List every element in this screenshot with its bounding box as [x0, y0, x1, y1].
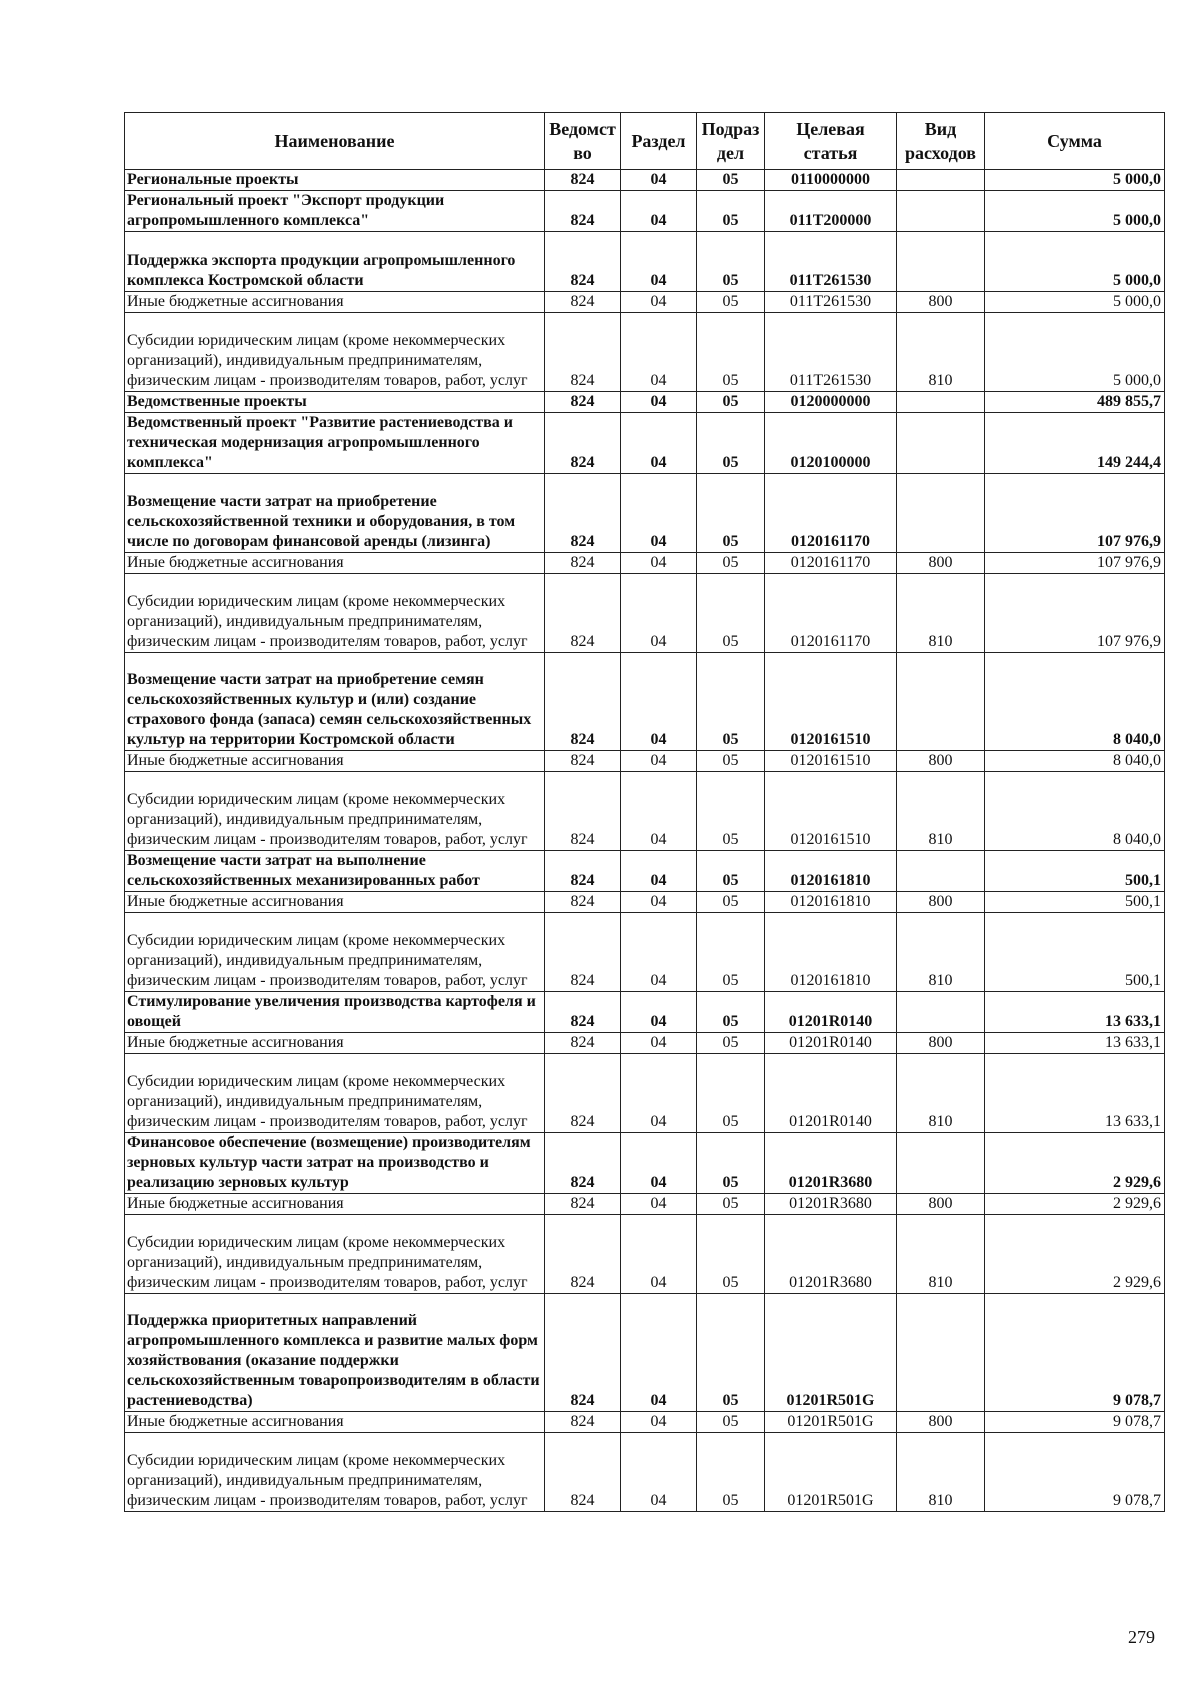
- table-row: [125, 892, 1165, 913]
- cell-target: 01201R0140: [765, 1054, 897, 1133]
- table-row: [125, 552, 1165, 573]
- table-row: [125, 913, 1165, 992]
- cell-name: Возмещение части затрат на приобретение семян сельскохозяйственных культур и (или) создание страхового фонда (запаса) семян сельскохозяйственных культур на территории Костромской области: [125, 652, 545, 751]
- cell-expense: [897, 1133, 985, 1194]
- cell-target: 01201R501G: [765, 1294, 897, 1412]
- cell-expense: 810: [897, 573, 985, 652]
- cell-target: 0120161810: [765, 892, 897, 913]
- header-target: Целевая статья: [765, 113, 897, 170]
- cell-expense: 800: [897, 751, 985, 772]
- cell-section: 04: [621, 772, 697, 851]
- cell-subsection: 05: [697, 772, 765, 851]
- cell-name: Региональные проекты: [125, 170, 545, 191]
- table-row: [125, 191, 1165, 232]
- cell-section: 04: [621, 1133, 697, 1194]
- cell-name: Ведомственные проекты: [125, 391, 545, 412]
- cell-dept: 824: [545, 1033, 621, 1054]
- cell-expense: 800: [897, 1033, 985, 1054]
- cell-subsection: 05: [697, 552, 765, 573]
- cell-expense: [897, 232, 985, 292]
- cell-name: Иные бюджетные ассигнования: [125, 751, 545, 772]
- table-row: [125, 391, 1165, 412]
- cell-dept: 824: [545, 1215, 621, 1294]
- cell-section: 04: [621, 291, 697, 312]
- cell-subsection: 05: [697, 191, 765, 232]
- cell-dept: 824: [545, 191, 621, 232]
- cell-sum: 500,1: [985, 913, 1165, 992]
- cell-subsection: 05: [697, 1412, 765, 1433]
- cell-dept: 824: [545, 312, 621, 391]
- cell-dept: 824: [545, 412, 621, 473]
- cell-section: 04: [621, 751, 697, 772]
- cell-subsection: 05: [697, 573, 765, 652]
- header-sum: Сумма: [985, 113, 1165, 170]
- cell-subsection: 05: [697, 312, 765, 391]
- cell-section: 04: [621, 652, 697, 751]
- cell-subsection: 05: [697, 1033, 765, 1054]
- cell-name: Субсидии юридическим лицам (кроме некоммерческих организаций), индивидуальным предпринимателям, физическим лицам - производителям товаров, работ, услуг: [125, 1054, 545, 1133]
- table-row: [125, 1133, 1165, 1194]
- table-row: [125, 1433, 1165, 1512]
- cell-sum: 8 040,0: [985, 751, 1165, 772]
- cell-name: Возмещение части затрат на приобретение сельскохозяйственной техники и оборудования, в том числе по договорам финансовой аренды (лизинга): [125, 473, 545, 552]
- cell-section: 04: [621, 412, 697, 473]
- budget-table: [124, 112, 1165, 1512]
- cell-expense: 810: [897, 1433, 985, 1512]
- cell-sum: 13 633,1: [985, 1054, 1165, 1133]
- cell-name: Субсидии юридическим лицам (кроме некоммерческих организаций), индивидуальным предпринимателям, физическим лицам - производителям товаров, работ, услуг: [125, 1215, 545, 1294]
- cell-name: Ведомственный проект "Развитие растениеводства и техническая модернизация агропромышленного комплекса": [125, 412, 545, 473]
- cell-name: Иные бюджетные ассигнования: [125, 552, 545, 573]
- cell-subsection: 05: [697, 291, 765, 312]
- cell-expense: [897, 170, 985, 191]
- cell-target: 01201R501G: [765, 1412, 897, 1433]
- cell-expense: 800: [897, 892, 985, 913]
- cell-sum: 9 078,7: [985, 1412, 1165, 1433]
- cell-target: 01201R0140: [765, 992, 897, 1033]
- cell-expense: 810: [897, 1215, 985, 1294]
- cell-dept: 824: [545, 1194, 621, 1215]
- cell-expense: [897, 391, 985, 412]
- cell-target: 011T261530: [765, 291, 897, 312]
- cell-sum: 5 000,0: [985, 170, 1165, 191]
- cell-sum: 5 000,0: [985, 291, 1165, 312]
- cell-target: 0120000000: [765, 391, 897, 412]
- cell-expense: 800: [897, 552, 985, 573]
- cell-subsection: 05: [697, 170, 765, 191]
- cell-sum: 13 633,1: [985, 1033, 1165, 1054]
- cell-sum: 489 855,7: [985, 391, 1165, 412]
- cell-sum: 5 000,0: [985, 232, 1165, 292]
- cell-dept: 824: [545, 751, 621, 772]
- cell-target: 0120161170: [765, 573, 897, 652]
- cell-sum: 9 078,7: [985, 1433, 1165, 1512]
- cell-section: 04: [621, 1194, 697, 1215]
- cell-subsection: 05: [697, 1215, 765, 1294]
- cell-section: 04: [621, 1054, 697, 1133]
- cell-name: Субсидии юридическим лицам (кроме некоммерческих организаций), индивидуальным предпринимателям, физическим лицам - производителям товаров, работ, услуг: [125, 772, 545, 851]
- table-row: [125, 1033, 1165, 1054]
- cell-expense: 810: [897, 1054, 985, 1133]
- table-row: [125, 751, 1165, 772]
- cell-sum: 9 078,7: [985, 1294, 1165, 1412]
- cell-dept: 824: [545, 1433, 621, 1512]
- cell-section: 04: [621, 1215, 697, 1294]
- cell-name: Субсидии юридическим лицам (кроме некоммерческих организаций), индивидуальным предпринимателям, физическим лицам - производителям товаров, работ, услуг: [125, 913, 545, 992]
- cell-sum: 500,1: [985, 892, 1165, 913]
- cell-name: Иные бюджетные ассигнования: [125, 1194, 545, 1215]
- cell-target: 011T261530: [765, 312, 897, 391]
- cell-subsection: 05: [697, 851, 765, 892]
- cell-section: 04: [621, 191, 697, 232]
- cell-name: Иные бюджетные ассигнования: [125, 291, 545, 312]
- cell-target: 01201R3680: [765, 1133, 897, 1194]
- cell-expense: 810: [897, 312, 985, 391]
- cell-name: Поддержка экспорта продукции агропромышленного комплекса Костромской области: [125, 232, 545, 292]
- table-row: [125, 1412, 1165, 1433]
- table-row: [125, 473, 1165, 552]
- table-row: [125, 1194, 1165, 1215]
- cell-expense: 800: [897, 291, 985, 312]
- cell-dept: 824: [545, 992, 621, 1033]
- cell-dept: 824: [545, 391, 621, 412]
- cell-name: Региональный проект "Экспорт продукции агропромышленного комплекса": [125, 191, 545, 232]
- cell-expense: 800: [897, 1194, 985, 1215]
- table-row: [125, 992, 1165, 1033]
- cell-subsection: 05: [697, 412, 765, 473]
- cell-section: 04: [621, 232, 697, 292]
- cell-sum: 107 976,9: [985, 573, 1165, 652]
- cell-sum: 13 633,1: [985, 992, 1165, 1033]
- cell-sum: 149 244,4: [985, 412, 1165, 473]
- cell-dept: 824: [545, 1133, 621, 1194]
- cell-target: 011T200000: [765, 191, 897, 232]
- cell-target: 01201R501G: [765, 1433, 897, 1512]
- cell-section: 04: [621, 312, 697, 391]
- cell-expense: [897, 652, 985, 751]
- cell-name: Субсидии юридическим лицам (кроме некоммерческих организаций), индивидуальным предпринимателям, физическим лицам - производителям товаров, работ, услуг: [125, 312, 545, 391]
- cell-section: 04: [621, 473, 697, 552]
- cell-expense: [897, 1294, 985, 1412]
- cell-target: 0120161810: [765, 851, 897, 892]
- cell-subsection: 05: [697, 751, 765, 772]
- header-expense: Вид расходов: [897, 113, 985, 170]
- cell-target: 0120100000: [765, 412, 897, 473]
- cell-name: Иные бюджетные ассигнования: [125, 1033, 545, 1054]
- cell-name: Иные бюджетные ассигнования: [125, 1412, 545, 1433]
- cell-dept: 824: [545, 473, 621, 552]
- table-row: [125, 312, 1165, 391]
- cell-subsection: 05: [697, 232, 765, 292]
- cell-name: Субсидии юридическим лицам (кроме некоммерческих организаций), индивидуальным предпринимателям, физическим лицам - производителям товаров, работ, услуг: [125, 1433, 545, 1512]
- table-body: [125, 170, 1165, 1512]
- cell-dept: 824: [545, 232, 621, 292]
- cell-dept: 824: [545, 573, 621, 652]
- cell-expense: [897, 191, 985, 232]
- header-dept: Ведомст во: [545, 113, 621, 170]
- cell-section: 04: [621, 1433, 697, 1512]
- cell-sum: 8 040,0: [985, 772, 1165, 851]
- page-number: 279: [1128, 1627, 1155, 1647]
- table-row: [125, 1054, 1165, 1133]
- cell-section: 04: [621, 913, 697, 992]
- cell-dept: 824: [545, 652, 621, 751]
- cell-dept: 824: [545, 170, 621, 191]
- cell-section: 04: [621, 851, 697, 892]
- cell-subsection: 05: [697, 1133, 765, 1194]
- cell-sum: 5 000,0: [985, 191, 1165, 232]
- table-row: [125, 291, 1165, 312]
- table-row: [125, 573, 1165, 652]
- cell-target: 0120161810: [765, 913, 897, 992]
- cell-expense: 800: [897, 1412, 985, 1433]
- cell-subsection: 05: [697, 913, 765, 992]
- table-row: [125, 851, 1165, 892]
- table-row: [125, 1215, 1165, 1294]
- cell-expense: 810: [897, 772, 985, 851]
- cell-name: Субсидии юридическим лицам (кроме некоммерческих организаций), индивидуальным предпринимателям, физическим лицам - производителям товаров, работ, услуг: [125, 573, 545, 652]
- cell-section: 04: [621, 170, 697, 191]
- cell-subsection: 05: [697, 992, 765, 1033]
- cell-subsection: 05: [697, 1294, 765, 1412]
- cell-expense: [897, 992, 985, 1033]
- cell-target: 01201R3680: [765, 1194, 897, 1215]
- table-row: [125, 1294, 1165, 1412]
- cell-dept: 824: [545, 913, 621, 992]
- cell-section: 04: [621, 892, 697, 913]
- cell-target: 0120161510: [765, 652, 897, 751]
- cell-target: 0120161170: [765, 552, 897, 573]
- cell-expense: 810: [897, 913, 985, 992]
- table-header-row: [125, 113, 1165, 170]
- cell-expense: [897, 412, 985, 473]
- table-row: [125, 232, 1165, 292]
- cell-subsection: 05: [697, 652, 765, 751]
- header-name: Наименование: [125, 113, 545, 170]
- cell-subsection: 05: [697, 1194, 765, 1215]
- cell-dept: 824: [545, 1054, 621, 1133]
- cell-target: 0120161510: [765, 772, 897, 851]
- cell-sum: 500,1: [985, 851, 1165, 892]
- cell-section: 04: [621, 552, 697, 573]
- cell-target: 0120161170: [765, 473, 897, 552]
- cell-dept: 824: [545, 892, 621, 913]
- cell-dept: 824: [545, 851, 621, 892]
- cell-dept: 824: [545, 291, 621, 312]
- cell-sum: 107 976,9: [985, 473, 1165, 552]
- cell-target: 0120161510: [765, 751, 897, 772]
- cell-dept: 824: [545, 552, 621, 573]
- cell-expense: [897, 473, 985, 552]
- cell-target: 01201R3680: [765, 1215, 897, 1294]
- table-row: [125, 772, 1165, 851]
- cell-name: Иные бюджетные ассигнования: [125, 892, 545, 913]
- cell-expense: [897, 851, 985, 892]
- header-section: Раздел: [621, 113, 697, 170]
- cell-dept: 824: [545, 1294, 621, 1412]
- cell-name: Финансовое обеспечение (возмещение) производителям зерновых культур части затрат на производство и реализацию зерновых культур: [125, 1133, 545, 1194]
- cell-subsection: 05: [697, 1433, 765, 1512]
- table-row: [125, 652, 1165, 751]
- table-row: [125, 412, 1165, 473]
- cell-section: 04: [621, 1294, 697, 1412]
- cell-sum: 5 000,0: [985, 312, 1165, 391]
- cell-target: 011T261530: [765, 232, 897, 292]
- cell-sum: 8 040,0: [985, 652, 1165, 751]
- cell-sum: 2 929,6: [985, 1194, 1165, 1215]
- cell-section: 04: [621, 573, 697, 652]
- cell-sum: 2 929,6: [985, 1133, 1165, 1194]
- cell-target: 01201R0140: [765, 1033, 897, 1054]
- cell-dept: 824: [545, 1412, 621, 1433]
- cell-name: Стимулирование увеличения производства картофеля и овощей: [125, 992, 545, 1033]
- cell-subsection: 05: [697, 1054, 765, 1133]
- cell-name: Возмещение части затрат на выполнение сельскохозяйственных механизированных работ: [125, 851, 545, 892]
- cell-sum: 2 929,6: [985, 1215, 1165, 1294]
- cell-section: 04: [621, 1412, 697, 1433]
- cell-dept: 824: [545, 772, 621, 851]
- cell-name: Поддержка приоритетных направлений агропромышленного комплекса и развитие малых форм хозяйствования (оказание поддержки сельскохозяйственным товаропроизводителям в области растениеводства): [125, 1294, 545, 1412]
- cell-sum: 107 976,9: [985, 552, 1165, 573]
- table-row: [125, 170, 1165, 191]
- header-subsection: Подраз дел: [697, 113, 765, 170]
- cell-target: 0110000000: [765, 170, 897, 191]
- cell-subsection: 05: [697, 473, 765, 552]
- cell-subsection: 05: [697, 391, 765, 412]
- cell-section: 04: [621, 992, 697, 1033]
- cell-subsection: 05: [697, 892, 765, 913]
- cell-section: 04: [621, 391, 697, 412]
- cell-section: 04: [621, 1033, 697, 1054]
